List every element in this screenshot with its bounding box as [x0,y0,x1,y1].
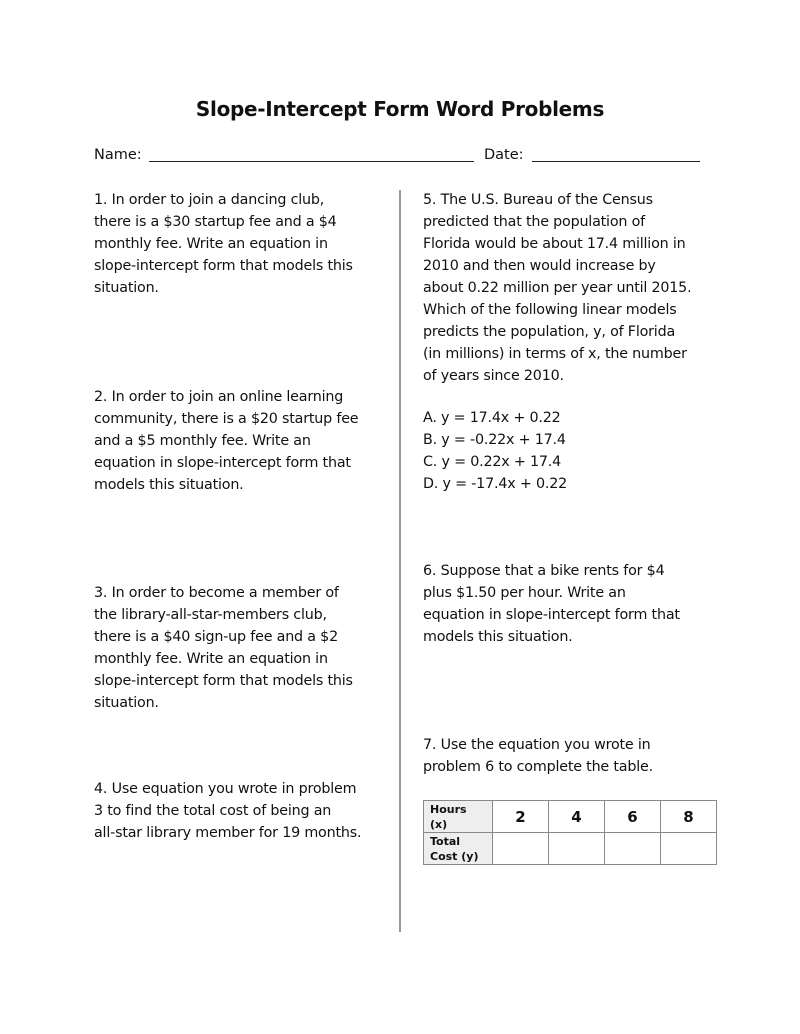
text-line: about 0.22 million per year until 2015. [423,280,692,296]
text-line: situation. [94,280,159,296]
text-line: predicts the population, y, of Florida [423,324,676,340]
date-field-line[interactable] [532,161,700,162]
text-line: plus $1.50 per hour. Write an [423,585,626,601]
problem-4 [94,778,361,844]
text-line: 6. Suppose that a bike rents for $4 [423,563,665,579]
text-line: 2. In order to join an online learning [94,389,344,405]
text-line: 7. Use the equation you wrote in [423,737,651,753]
hours-cell: 8 [661,801,717,833]
text-line: A. y = 17.4x + 0.22 [423,410,561,426]
problem-2 [94,386,358,496]
hours-header-line: (x) [430,817,448,831]
hours-cell: 2 [493,801,549,833]
text-line: slope-intercept form that models this [94,673,353,689]
text-line: monthly fee. Write an equation in [94,651,328,667]
text-line: monthly fee. Write an equation in [94,236,328,252]
text-line: D. y = -17.4x + 0.22 [423,476,567,492]
problem-1 [94,189,353,299]
column-divider [399,190,401,932]
hours-header-line: Hours [430,802,467,816]
text-line: predicted that the population of [423,214,645,230]
text-line: models this situation. [94,477,244,493]
text-line: Florida would be about 17.4 million in [423,236,686,252]
text-line: of years since 2010. [423,368,564,384]
text-line: problem 6 to complete the table. [423,759,653,775]
text-line: B. y = -0.22x + 17.4 [423,432,566,448]
name-field-line[interactable] [149,161,474,162]
text-line: situation. [94,695,159,711]
cost-cell[interactable] [549,833,605,865]
text-line: equation in slope-intercept form that [423,607,680,623]
hours-cell: 4 [549,801,605,833]
problem-6 [423,560,680,648]
text-line: all-star library member for 19 months. [94,825,362,841]
problem-7 [423,734,653,778]
name-label: Name: [94,147,142,163]
cost-header-line: Cost (y) [430,849,479,863]
text-line: slope-intercept form that models this [94,258,353,274]
text-line: models this situation. [423,629,573,645]
cost-header-line: Total [430,834,461,848]
cost-cell[interactable] [605,833,661,865]
cost-cell[interactable] [493,833,549,865]
text-line: equation in slope-intercept form that [94,455,351,471]
text-line: and a $5 monthly fee. Write an [94,433,311,449]
text-line: 5. The U.S. Bureau of the Census [423,192,653,208]
text-line: 3. In order to become a member of [94,585,339,601]
cost-cell[interactable] [661,833,717,865]
text-line: 2010 and then would increase by [423,258,656,274]
text-line: there is a $40 sign-up fee and a $2 [94,629,338,645]
text-line: community, there is a $20 startup fee [94,411,359,427]
table-row-hours [424,801,717,833]
text-line: Which of the following linear models [423,302,677,318]
text-line: C. y = 0.22x + 17.4 [423,454,561,470]
text-line: (in millions) in terms of x, the number [423,346,687,362]
cost-header [424,833,493,865]
hours-cell: 6 [605,801,661,833]
worksheet-title: Slope-Intercept Form Word Problems [195,97,605,121]
table-row-cost [424,833,717,865]
problem-3 [94,582,353,714]
text-line: 4. Use equation you wrote in problem [94,781,357,797]
text-line: 1. In order to join a dancing club, [94,192,325,208]
problem-5 [423,189,691,387]
text-line: 3 to find the total cost of being an [94,803,332,819]
hours-header [424,801,493,833]
text-line: the library-all-star-members club, [94,607,327,623]
hours-cost-table [423,800,717,865]
text-line: there is a $30 startup fee and a $4 [94,214,337,230]
date-label: Date: [484,147,524,163]
problem-5-options [423,407,567,495]
